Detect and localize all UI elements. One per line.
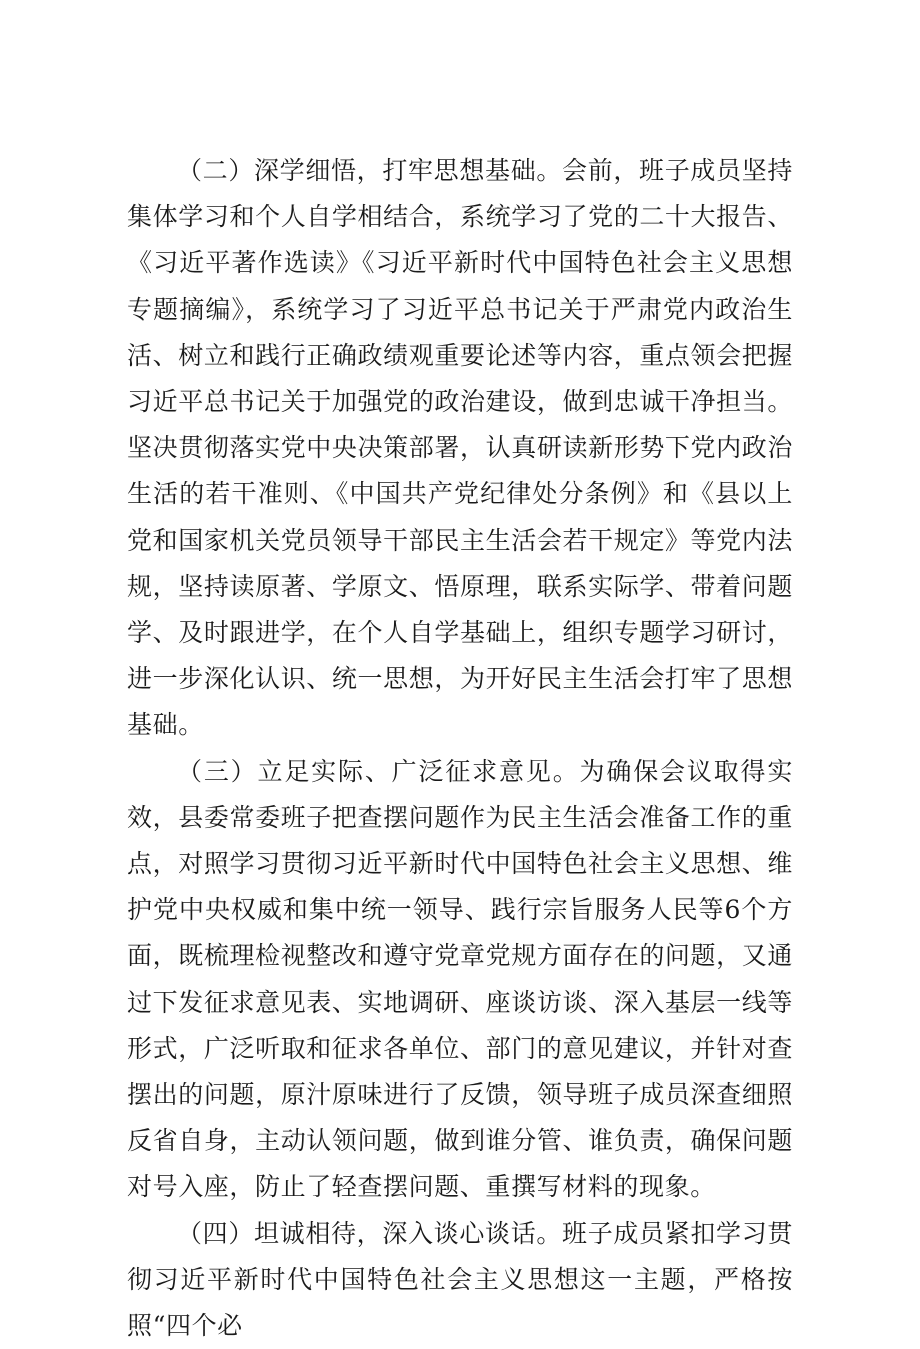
body-text <box>127 148 793 1349</box>
paragraph-opinions <box>127 749 793 1211</box>
paragraph-study <box>127 148 793 749</box>
paragraph-body: 会前，班子成员坚持集体学习和个人自学相结合，系统学习了党的二十大报告、《习近平著作选读》《习近平新时代中国特色社会主义思想专题摘编》，系统学习了习近平总书记关于严肃党内政治生活、树立和践行正确政绩观重要论述等内容，重点领会把握习近平总书记关于加强党的政治建设，做到忠诚干净担当。坚决贯彻落实党中央决策部署，认真研读新形势下党内政治生活的若干准则、《中国共产党纪律处分条例》和《县以上党和国家机关党员领导干部民主生活会若干规定》等党内法规，坚持读原著、学原文、悟原理，联系实际学、带着问题学、及时跟进学，在个人自学基础上，组织专题学习研讨，进一步深化认识、统一思想，为开好民主生活会打牢了思想基础。 <box>127 156 793 740</box>
paragraph-heading: （三）立足实际、广泛征求意见。 <box>177 756 580 786</box>
paragraph-body: 为确保会议取得实效，县委常委班子把查摆问题作为民主生活会准备工作的重点，对照学习贯彻习近平新时代中国特色社会主义思想、维护党中央权威和集中统一领导、践行宗旨服务人民等6个方面，既梳理检视整改和遵守党章党规方面存在的问题，又通过下发征求意见表、实地调研、座谈访谈、深入基层一线等形式，广泛听取和征求各单位、部门的意见建议，并针对查摆出的问题，原汁原味进行了反馈，领导班子成员深查细照反省自身，主动认领问题，做到谁分管、谁负责，确保问题对号入座，防止了轻查摆问题、重撰写材料的现象。 <box>127 756 793 1202</box>
paragraph-heading: （四）坦诚相待，深入谈心谈话。 <box>177 1218 563 1248</box>
paragraph-heading: （二）深学细悟，打牢思想基础。 <box>177 156 563 185</box>
paragraph-body: 班子成员紧扣学习贯彻习近平新时代中国特色社会主义思想这一主题，严格按照“四个必 <box>127 1218 793 1341</box>
paragraph-talks <box>127 1211 793 1349</box>
